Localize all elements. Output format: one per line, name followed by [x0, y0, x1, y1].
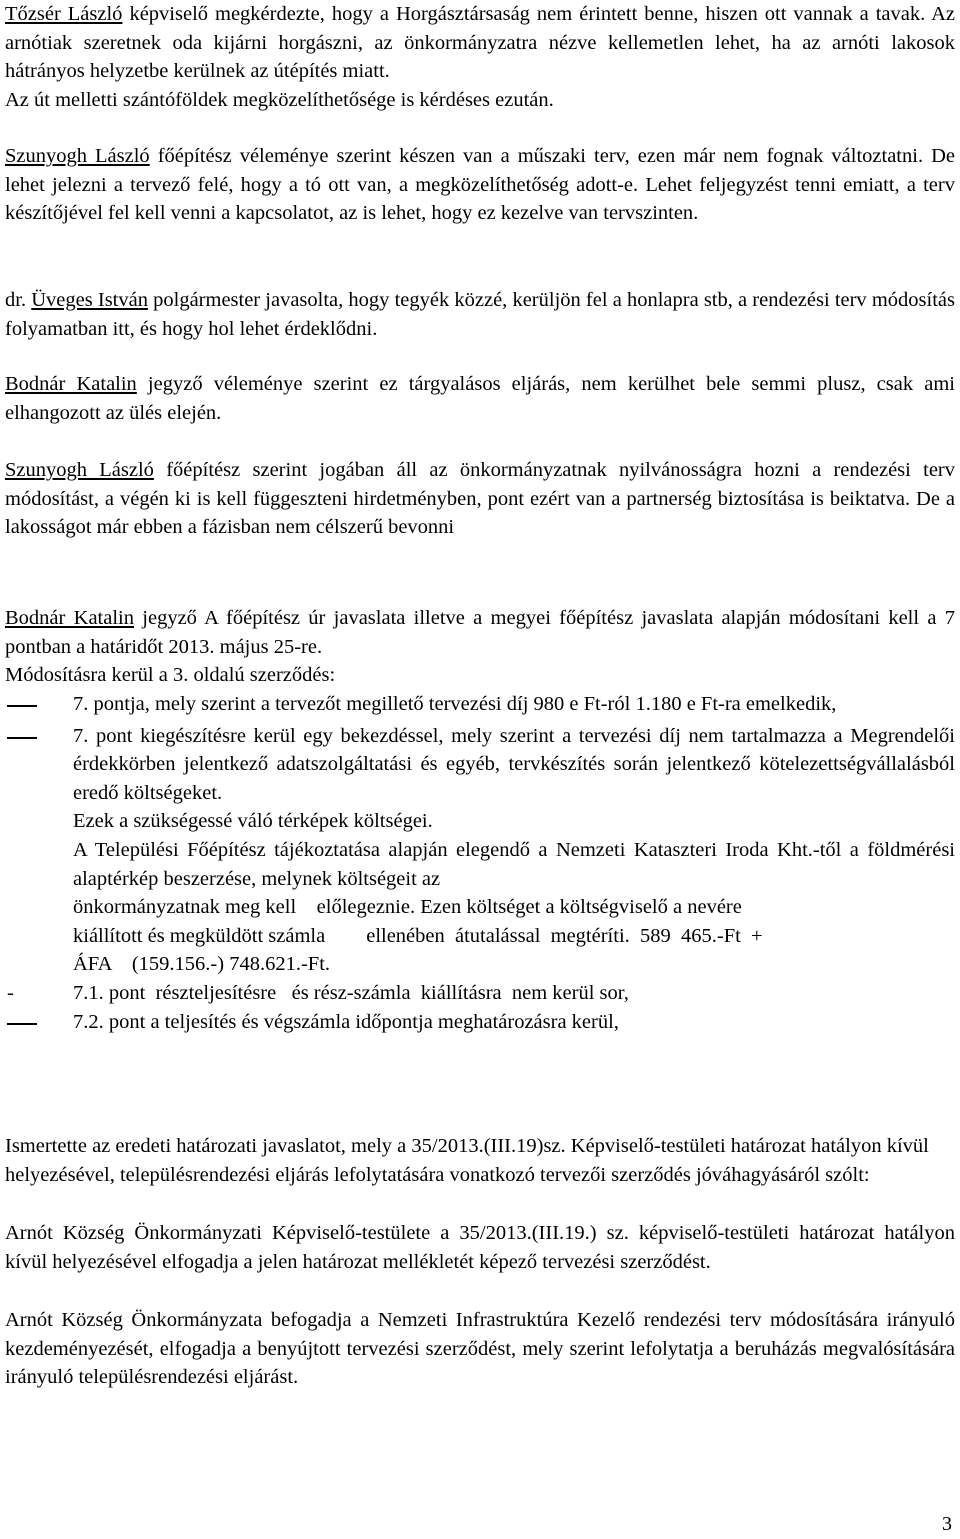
speaker-name: Tőzsér László	[5, 3, 123, 25]
resolution-2	[5, 1306, 955, 1392]
dash-marker	[5, 722, 73, 979]
speaker-name: Szunyogh László	[5, 459, 154, 481]
list-item	[5, 722, 955, 979]
page-number: 3	[942, 1513, 952, 1535]
paragraph-text: Ismertette az eredeti határozati javaslatot, mely a 35/2013.(III.19)sz. Képviselő-testületi határozat hatályon kívül helyezésével, településrendezési eljárás lefolytatására vonatkozó tervezői szerződés jóváhagyásáról szólt:	[5, 1135, 929, 1186]
list-item-line: önkormányzatnak meg kell előlegeznie. Ezen költséget a költségviselő a nevére	[73, 896, 742, 919]
speaker-name: Üveges István	[31, 289, 148, 311]
paragraph-text: Arnót Község Önkormányzati Képviselő-testülete a 35/2013.(III.19.) sz. képviselő-testületi határozat hatályon kívül helyezésével elfogadja a jelen határozat mellékletét képező tervezési szerződést.	[5, 1222, 955, 1273]
paragraph-szunyogh-1	[5, 142, 955, 228]
speaker-name: Bodnár Katalin	[5, 607, 134, 629]
list-item-line: ÁFA (159.156.-) 748.621.-Ft.	[73, 953, 331, 976]
paragraph-original-proposal	[5, 1132, 955, 1189]
list-item-line: kiállított és megküldött számla ellenében átutalással megtéríti. 589 465.-Ft +	[73, 924, 763, 947]
list-item-text: 7. pont kiegészítésre kerül egy bekezdéssel, mely szerint a tervezési díj nem tartalmazza a Megrendelői érdekkörben jelentkező adatszolgáltatási és egyéb, tervkészítés során jelentkező kötelezettségvállalásból eredő költségeket.	[73, 724, 955, 804]
list-item-line: Ezek a szükségessé váló térképek költségei.	[73, 810, 433, 833]
paragraph-line: Az út melletti szántóföldek megközelíthetősége is kérdéses ezután.	[5, 88, 554, 111]
paragraph-text: Szunyogh László főépítész szerint jogában áll az önkormányzatnak nyilvánosságra hozni a rendezési terv módosítást, a végén ki is kell függeszteni hirdetményben, pont ezért van a partnerség biztosítása is beiktatva. De a lakosságot már ebben a fázisban nem célszerű bevonni	[5, 459, 955, 539]
speaker-name: Bodnár Katalin	[5, 373, 137, 395]
resolution-1	[5, 1219, 955, 1276]
paragraph-bodnar-1	[5, 370, 955, 427]
paragraph-tozser	[5, 0, 955, 114]
paragraph-text: Bodnár Katalin jegyző A főépítész úr javaslata illetve a megyei főépítész javaslata alapján módosítani kell a 7 pontban a határidőt 2013. május 25-re.	[5, 607, 955, 658]
paragraph-line: Módosításra kerül a 3. oldalú szerződés:	[5, 664, 336, 687]
paragraph-text: Szunyogh László főépítész véleménye szerint készen van a műszaki terv, ezen már nem fognak változtatni. De lehet jelezni a tervező felé, hogy a tó ott van, a megközelíthetőség adott-e. Lehet feljegyzést tenni emiatt, a terv készítőjével fel kell venni a kapcsolatot, az is lehet, hogy ez kezelve van tervszinten.	[5, 145, 955, 225]
hyphen-marker: -	[7, 981, 14, 1004]
paragraph-text: dr. Üveges István polgármester javasolta, hogy tegyék közzé, kerüljön fel a honlapra stb, a rendezési terv módosítás folyamatban itt, és hogy hol lehet érdeklődni.	[5, 289, 955, 340]
paragraph-uveges	[5, 286, 955, 343]
paragraph-bodnar-2	[5, 604, 955, 690]
dash-marker	[5, 690, 73, 719]
paragraph-szunyogh-2	[5, 456, 955, 542]
list-item-text: 7. pontja, mely szerint a tervezőt megillető tervezési díj 980 e Ft-ról 1.180 e Ft-ra emelkedik,	[73, 693, 837, 715]
paragraph-text: Arnót Község Önkormányzata befogadja a Nemzeti Infrastruktúra Kezelő rendezési terv módosítására irányuló kezdeményezését, elfogadja a benyújtott tervezési szerződést, mely szerint lefolytatja a beruházás megvalósítására irányuló településrendezési eljárást.	[5, 1309, 955, 1389]
list-item	[5, 1008, 955, 1037]
paragraph-text: Bodnár Katalin jegyző véleménye szerint ez tárgyalásos eljárás, nem kerülhet bele semmi plusz, csak ami elhangozott az ülés elején.	[5, 373, 955, 424]
list-item-line: A Települési Főépítész tájékoztatása alapján elegendő a Nemzeti Kataszteri Iroda Kht.-től a földmérési alaptérkép beszerzése, melynek költségeit az	[73, 838, 955, 890]
speaker-name: Szunyogh László	[5, 145, 150, 167]
dash-marker	[5, 1008, 73, 1037]
paragraph-text: Tőzsér László képviselő megkérdezte, hogy a Horgásztársaság nem érintett benne, hiszen ott vannak a tavak. Az arnótiak szeretnek oda kijárni horgászni, az önkormányzatra nézve kellemetlen lehet, ha az arnóti lakosok hátrányos helyzetbe kerülnek az útépítés miatt.	[5, 3, 955, 83]
amendment-list	[5, 690, 955, 1036]
list-item	[5, 690, 955, 719]
list-item-text: 7.2. pont a teljesítés és végszámla időpontja meghatározásra kerül,	[73, 1010, 619, 1033]
list-item	[5, 979, 955, 1008]
list-item-text: 7.1. pont részteljesítésre és rész-számla kiállításra nem kerül sor,	[73, 981, 629, 1004]
